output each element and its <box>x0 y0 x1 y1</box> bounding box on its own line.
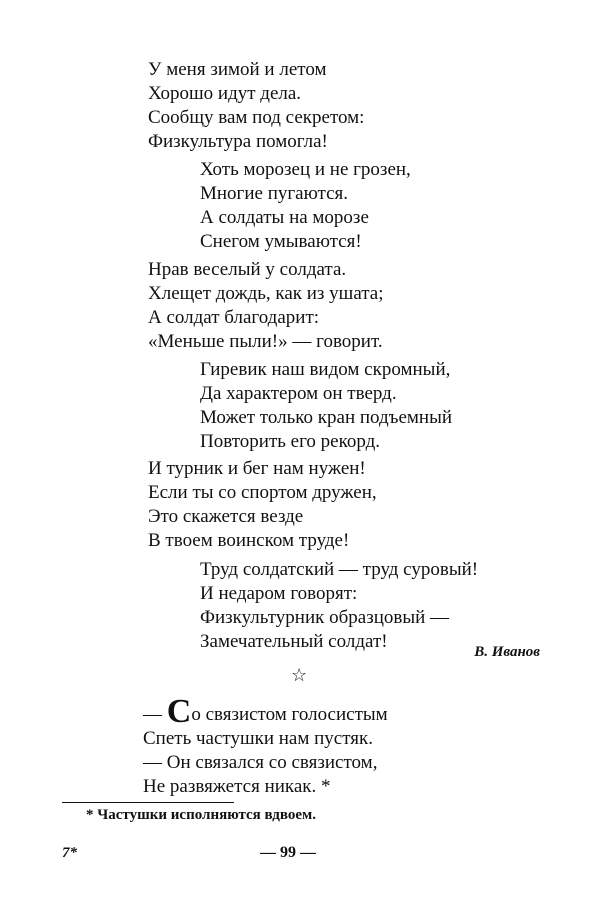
poem-line: Может только кран подъемный <box>200 407 453 428</box>
poem-line: Да характером он тверд. <box>200 383 397 404</box>
poem-line: Гиревик наш видом скромный, <box>200 359 451 380</box>
poem-line: Хоть морозец и не грозен, <box>200 159 411 180</box>
poem-line: Спеть частушки нам пустяк. <box>143 728 373 749</box>
poem-line: Повторить его рекорд. <box>200 431 381 452</box>
poem-line: В твоем воинском труде! <box>148 530 350 551</box>
stanza-2 <box>200 158 411 254</box>
poem-line: Это скажется везде <box>148 506 304 527</box>
poem-line: А солдаты на морозе <box>200 207 369 228</box>
stanza-6 <box>200 558 478 654</box>
poem-line: И недаром говорят: <box>200 583 358 604</box>
poem-line: Труд солдатский — труд суровый! <box>200 559 479 580</box>
poem-line: Физкультурник образцовый — <box>200 607 450 628</box>
poem-line: «Меньше пыли!» — говорит. <box>148 331 383 352</box>
poem-line: Физкультура помогла! <box>148 131 328 152</box>
poem-line: А солдат благодарит: <box>148 307 320 328</box>
footnote-divider <box>62 802 234 803</box>
stanza-5 <box>148 457 377 553</box>
poem-line: — Он связался со связистом, <box>143 752 378 773</box>
poem-line: Многие пугаются. <box>200 183 349 204</box>
first-line-rest: о связистом голосистым <box>191 704 388 725</box>
poem-line: Сообщу вам под секретом: <box>148 107 365 128</box>
star-outline-icon: ☆ <box>291 665 308 685</box>
footnote: * Частушки исполняются вдвоем. <box>86 807 316 823</box>
poem-author: В. Иванов <box>474 644 540 660</box>
chastushka-stanza <box>143 693 388 799</box>
chastushka-first-line <box>143 693 388 730</box>
poem-line: Если ты со спортом дружен, <box>148 482 377 503</box>
stanza-3 <box>148 258 384 354</box>
poem-line: У меня зимой и летом <box>148 59 327 80</box>
printer-signature: 7* <box>62 845 77 861</box>
poem-line: И турник и бег нам нужен! <box>148 458 366 479</box>
poem-line: Не развяжется никак. * <box>143 776 331 797</box>
poem-line: Нрав веселый у солдата. <box>148 259 347 280</box>
poem-line: Замечательный солдат! <box>200 631 388 652</box>
poem-line: Снегом умываются! <box>200 231 362 252</box>
poem-line: Хлещет дождь, как из ушата; <box>148 283 384 304</box>
drop-cap: С <box>166 693 192 730</box>
stanza-1 <box>148 58 364 154</box>
stanza-4 <box>200 358 452 454</box>
poem-line: Хорошо идут дела. <box>148 83 302 104</box>
page-number: — 99 — <box>260 844 316 861</box>
dash-prefix: — <box>143 704 167 725</box>
